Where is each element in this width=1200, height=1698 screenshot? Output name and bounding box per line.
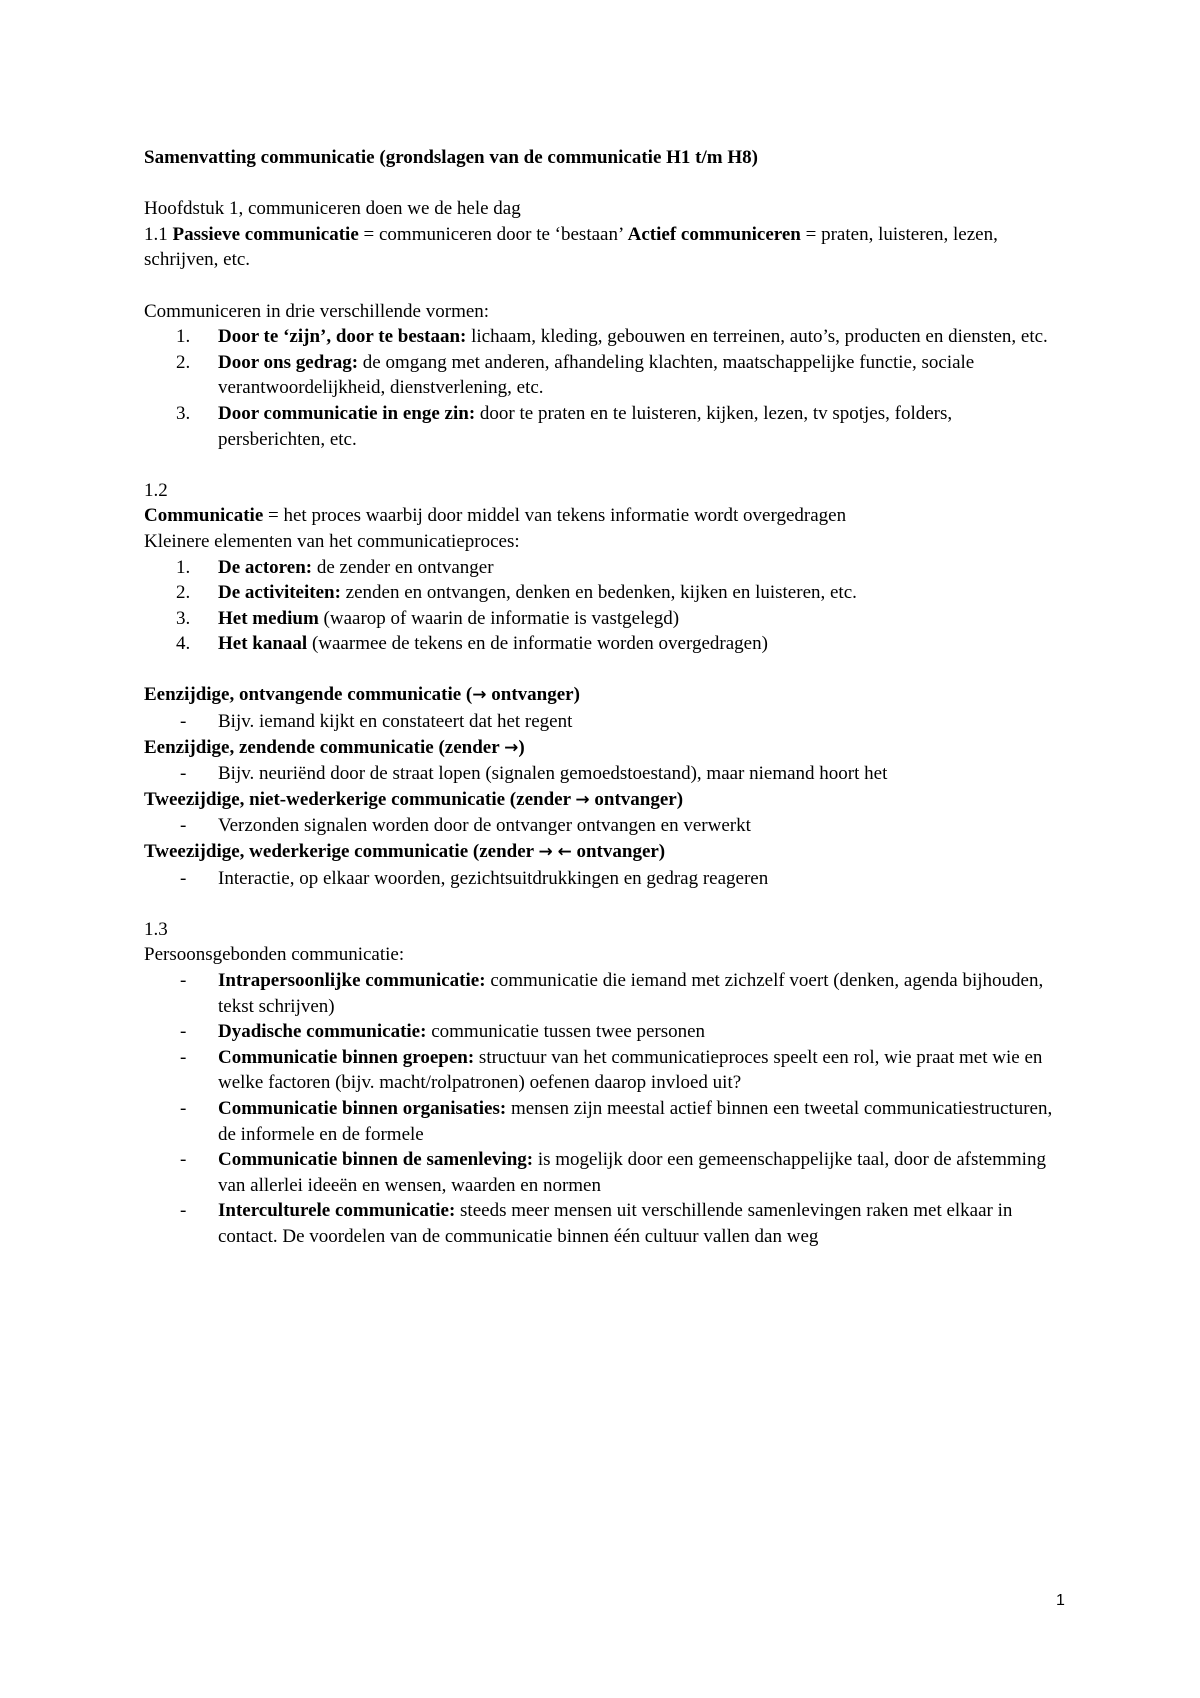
- document-title: Samenvatting communicatie (grondslagen van de communicatie H1 t/m H8): [144, 147, 758, 168]
- list-item: [144, 1045, 1059, 1096]
- elements-list: [144, 555, 1059, 657]
- arrow-left-icon: ←: [557, 842, 572, 863]
- type-example-list: [144, 709, 1059, 735]
- list-number: 1.: [176, 326, 191, 348]
- type-heading: [144, 682, 1059, 709]
- page-number: 1: [1056, 1592, 1065, 1609]
- spacer: [144, 452, 1059, 478]
- list-item: [144, 324, 1059, 350]
- list-term: Door ons gedrag:: [218, 351, 359, 373]
- list-item: [144, 709, 1059, 735]
- list-term: De actoren:: [218, 556, 313, 578]
- list-text: Interactie, op elkaar woorden, gezichtsuitdrukkingen en gedrag reageren: [218, 867, 769, 889]
- list-item: [144, 761, 1059, 787]
- list-text: door te praten en te luisteren, kijken, lezen, tv spotjes, folders, persberichten, etc.: [218, 402, 953, 450]
- list-text: mensen zijn meestal actief binnen een tweetal communicatiestructuren, de informele en de formele: [218, 1097, 1053, 1145]
- type-heading: [144, 787, 1059, 814]
- list-item: [144, 555, 1059, 581]
- list-term: Communicatie binnen groepen:: [218, 1046, 475, 1068]
- type-example-list: [144, 866, 1059, 892]
- spacer: [144, 171, 1059, 197]
- list-item: [144, 813, 1059, 839]
- list-item: [144, 1096, 1059, 1147]
- list-text: (waarop of waarin de informatie is vastgelegd): [318, 607, 680, 629]
- list-text: de omgang met anderen, afhandeling klachten, maatschappelijke functie, sociale verantwoordelijkheid, dienstverlening, etc.: [218, 351, 975, 399]
- dash-bullet: -: [180, 711, 187, 733]
- dash-bullet: -: [180, 1097, 187, 1119]
- arrow-right-icon: →: [538, 842, 553, 863]
- type-heading-text: Eenzijdige, ontvangende communicatie (: [144, 684, 473, 706]
- type-heading-text: Eenzijdige, zendende communicatie (zender: [144, 736, 505, 758]
- dash-bullet: -: [180, 815, 187, 837]
- spacer: [144, 657, 1059, 683]
- section-1-3-label: 1.3: [144, 918, 168, 940]
- list-number: 2.: [176, 351, 191, 373]
- section-1-1-paragraph: [144, 222, 1059, 273]
- spacer: [144, 273, 1059, 299]
- list-term: Door te ‘zijn’, door te bestaan:: [218, 326, 467, 348]
- list-text: Verzonden signalen worden door de ontvanger ontvangen en verwerkt: [218, 815, 751, 837]
- type-heading-text: ontvanger): [486, 684, 580, 706]
- dash-bullet: -: [180, 1021, 187, 1043]
- list-text: zenden en ontvangen, denken en bedenken, kijken en luisteren, etc.: [340, 582, 857, 604]
- list-item: [144, 401, 1059, 452]
- document-content: [144, 145, 1059, 1250]
- spacer: [144, 891, 1059, 917]
- type-heading-text: ontvanger): [571, 841, 666, 863]
- list-item: [144, 606, 1059, 632]
- chapter-heading: Hoofdstuk 1, communiceren doen we de hele dag: [144, 198, 521, 220]
- section-1-2-label: 1.2: [144, 479, 168, 501]
- type-heading-text: Tweezijdige, wederkerige communicatie (zender: [144, 841, 539, 863]
- list-number: 2.: [176, 582, 191, 604]
- list-text: communicatie tussen twee personen: [426, 1021, 706, 1043]
- type-heading-text: ontvanger): [589, 788, 684, 810]
- list-term: Communicatie binnen organisaties:: [218, 1097, 507, 1119]
- list-term: De activiteiten:: [218, 582, 341, 604]
- list-number: 4.: [176, 633, 191, 655]
- dash-bullet: -: [180, 867, 187, 889]
- dash-bullet: -: [180, 1149, 187, 1171]
- elements-intro: Kleinere elementen van het communicatieproces:: [144, 530, 520, 552]
- type-example-list: [144, 813, 1059, 839]
- list-text: communicatie die iemand met zichzelf voert (denken, agenda bijhouden, tekst schrijven): [218, 970, 1044, 1017]
- list-item: [144, 580, 1059, 606]
- list-item: [144, 1019, 1059, 1045]
- type-example-list: [144, 761, 1059, 787]
- list-text: Bijv. neuriënd door de straat lopen (signalen gemoedstoestand), maar niemand hoort het: [218, 763, 888, 785]
- list-item: [144, 1147, 1059, 1198]
- dash-bullet: -: [180, 1046, 187, 1068]
- arrow-right-icon: →: [504, 737, 519, 758]
- list-text: (waarmee de tekens en de informatie worden overgedragen): [307, 633, 768, 655]
- list-item: [144, 631, 1059, 657]
- type-heading: [144, 735, 1059, 762]
- section-label: 1.1: [144, 223, 173, 245]
- list-term: Interculturele communicatie:: [218, 1200, 456, 1222]
- list-text: de zender en ontvanger: [312, 556, 494, 578]
- list-item: [144, 350, 1059, 401]
- dash-bullet: -: [180, 1200, 187, 1222]
- list-item: [144, 866, 1059, 892]
- term-communication: Communicatie: [144, 505, 264, 527]
- arrow-right-icon: →: [575, 789, 590, 810]
- personal-communication-list: [144, 968, 1059, 1250]
- definition-text: = praten, luisteren, lezen, schrijven, etc.: [144, 223, 998, 271]
- list-text: Bijv. iemand kijkt en constateert dat het regent: [218, 711, 573, 733]
- definition-text: = het proces waarbij door middel van tekens informatie wordt overgedragen: [263, 505, 847, 527]
- list-term: Communicatie binnen de samenleving:: [218, 1149, 534, 1171]
- list-term: Het medium: [218, 607, 319, 629]
- list-term: Het kanaal: [218, 633, 308, 655]
- list-term: Door communicatie in enge zin:: [218, 402, 476, 424]
- list-number: 1.: [176, 556, 191, 578]
- dash-bullet: -: [180, 763, 187, 785]
- list-term: Intrapersoonlijke communicatie:: [218, 970, 486, 991]
- list-number: 3.: [176, 402, 191, 424]
- communication-definition: [144, 503, 1059, 529]
- list-number: 3.: [176, 607, 191, 629]
- personal-communication-intro: Persoonsgebonden communicatie:: [144, 944, 405, 966]
- term-passive: Passieve communicatie: [172, 223, 359, 245]
- definition-text: = communiceren door te ‘bestaan’: [358, 223, 628, 245]
- term-active: Actief communiceren: [627, 223, 801, 245]
- list-text: steeds meer mensen uit verschillende samenlevingen raken met elkaar in contact. De voordelen van de communicatie binnen één cultuur vallen dan weg: [218, 1200, 1013, 1247]
- forms-intro: Communiceren in drie verschillende vormen:: [144, 300, 490, 322]
- list-item: [144, 1198, 1059, 1249]
- dash-bullet: -: [180, 970, 187, 991]
- type-heading-text: ): [518, 736, 525, 758]
- type-heading-text: Tweezijdige, niet-wederkerige communicatie (zender: [144, 788, 576, 810]
- list-text: structuur van het communicatieproces speelt een rol, wie praat met wie en welke factoren (bijv. macht/rolpatronen) oefenen daarop invloed uit?: [218, 1046, 1043, 1094]
- type-heading: [144, 839, 1059, 866]
- list-term: Dyadische communicatie:: [218, 1021, 427, 1043]
- list-text: is mogelijk door een gemeenschappelijke taal, door de afstemming van allerlei ideeën en wensen, waarden en normen: [218, 1149, 1046, 1196]
- forms-list: [144, 324, 1059, 452]
- list-item: [144, 968, 1059, 1019]
- list-text: lichaam, kleding, gebouwen en terreinen, auto’s, producten en diensten, etc.: [466, 326, 1048, 348]
- arrow-right-icon: →: [472, 685, 487, 706]
